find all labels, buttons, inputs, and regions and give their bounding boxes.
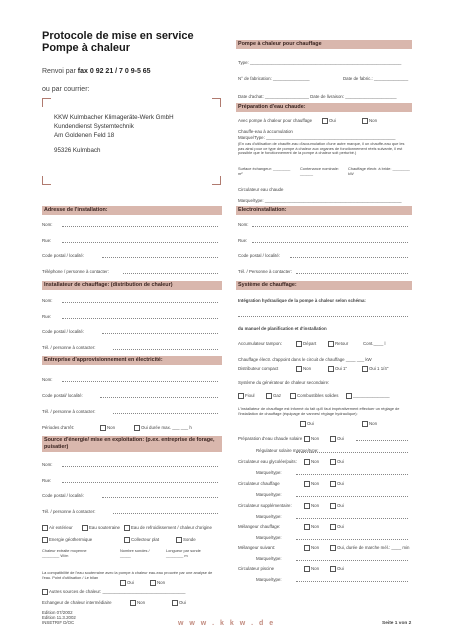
checkbox[interactable] bbox=[362, 366, 368, 372]
option-label: Eau souterraine bbox=[89, 525, 120, 530]
option-label: Oui bbox=[307, 421, 314, 426]
option-no[interactable] bbox=[304, 436, 319, 442]
input-line[interactable] bbox=[123, 273, 218, 274]
input-line[interactable] bbox=[296, 496, 408, 497]
input-line[interactable] bbox=[296, 452, 408, 453]
title-line-1: Protocole de mise en service bbox=[42, 30, 194, 42]
component-label: Circulateur chauffage bbox=[238, 481, 280, 486]
option-label: Oui bbox=[337, 566, 344, 571]
extracted-heat[interactable]: Chaleur extraite moyenne ________ W/m bbox=[42, 548, 87, 558]
option-yes[interactable] bbox=[330, 436, 344, 442]
option-label: Oui bbox=[127, 580, 134, 585]
checkbox[interactable] bbox=[330, 503, 336, 509]
option-label: Oui bbox=[337, 459, 344, 464]
checkbox[interactable] bbox=[176, 537, 182, 543]
input-line[interactable] bbox=[296, 518, 408, 519]
checkbox[interactable] bbox=[304, 524, 310, 530]
component-label: Marque/type: bbox=[256, 556, 282, 561]
exchanger-surface[interactable]: Surface échangeur: ________ m² bbox=[238, 166, 291, 176]
edition-line: Edition 07/2002 bbox=[42, 610, 73, 615]
section-hot-water: Préparation d'eau chaude: bbox=[236, 103, 412, 112]
section-heating-installer: Installateur de chauffage: (distribution de chaleur) bbox=[42, 281, 222, 290]
checkbox[interactable] bbox=[120, 580, 126, 586]
installer-informed: L'installateur de chauffage est informé du fait qu'il faut impérativement effectuer un réglage de l'installation de chauffage (équipage de vannes/ réglage hydraulique): bbox=[238, 406, 400, 416]
option-label: Oui bbox=[337, 503, 344, 508]
checkbox[interactable] bbox=[124, 525, 130, 531]
hot-water-yes[interactable] bbox=[322, 118, 336, 124]
input-line[interactable] bbox=[296, 474, 408, 475]
option-label: Non bbox=[311, 436, 320, 441]
option-label: Oui bbox=[337, 524, 344, 529]
checkbox[interactable] bbox=[100, 425, 106, 431]
note-no[interactable] bbox=[150, 580, 165, 586]
option-label: Fioul bbox=[245, 393, 255, 398]
checkbox[interactable] bbox=[304, 436, 310, 442]
fax-prefix: Renvoi par bbox=[42, 68, 78, 75]
checkbox[interactable] bbox=[42, 589, 48, 595]
checkbox[interactable] bbox=[130, 600, 136, 606]
source-flat-collector[interactable] bbox=[124, 537, 159, 543]
checkbox[interactable] bbox=[290, 393, 296, 399]
input-line[interactable] bbox=[252, 226, 408, 227]
option-label: Non bbox=[311, 459, 320, 464]
field-label: Code postal / localité: bbox=[42, 253, 84, 258]
buffer-label: Accumulateur tampon: bbox=[238, 341, 282, 346]
checkbox[interactable] bbox=[362, 118, 368, 124]
field-label: Code postal / localité: bbox=[42, 493, 84, 498]
checkbox[interactable] bbox=[330, 481, 336, 487]
component-label: Préparation d'eau chaude solaire bbox=[238, 436, 303, 441]
checkbox[interactable] bbox=[238, 393, 244, 399]
gen-solid[interactable] bbox=[290, 393, 339, 399]
installer-no[interactable] bbox=[362, 421, 377, 427]
shutdown-yes[interactable] bbox=[134, 425, 192, 431]
field-fab-date[interactable]: Date de fabric.: ______________ bbox=[343, 76, 409, 81]
aux-heater[interactable]: Chauffage électr. d'appoint dans le circuit de chauffage ____ ___ kW bbox=[238, 357, 372, 362]
option-label: Non bbox=[303, 366, 312, 371]
input-line[interactable] bbox=[113, 349, 218, 350]
electro-name[interactable]: Nom: bbox=[238, 222, 249, 227]
component-label: Mélangeur suivant: bbox=[238, 545, 276, 550]
input-line[interactable] bbox=[356, 440, 408, 441]
input-line[interactable] bbox=[62, 318, 218, 319]
title-line-2: Pompe à chaleur bbox=[42, 42, 131, 54]
option-label: _______________ bbox=[353, 393, 390, 398]
field-label: Rue: bbox=[42, 478, 52, 483]
compact-114[interactable] bbox=[362, 366, 388, 372]
field-label: Code postal / localité: bbox=[42, 329, 84, 334]
installer-yes[interactable] bbox=[300, 421, 314, 427]
option-label: Oui 1" bbox=[335, 366, 348, 371]
correspondence-text: ou par courrier: bbox=[42, 86, 90, 93]
probe-count[interactable]: Nombre sondes / _____ bbox=[120, 548, 150, 558]
field-label: Rue: bbox=[42, 238, 52, 243]
hot-water-label: Avec pompe à chaleur pour chauffage bbox=[238, 118, 313, 123]
input-line[interactable] bbox=[62, 302, 218, 303]
gen-other[interactable] bbox=[346, 393, 390, 399]
option-label: Oui bbox=[329, 118, 336, 123]
option-label: Non bbox=[311, 503, 320, 508]
gen-gaz[interactable] bbox=[266, 393, 281, 399]
option-yes[interactable] bbox=[330, 459, 344, 465]
section-installation-address: Adresse de l'installation: bbox=[42, 206, 222, 215]
field-label: Tél. / personne à contacter: bbox=[42, 509, 96, 514]
component-label: Marque/type: bbox=[256, 535, 282, 540]
option-no[interactable] bbox=[304, 459, 319, 465]
input-line[interactable] bbox=[113, 513, 218, 514]
checkbox[interactable] bbox=[266, 393, 272, 399]
checkbox[interactable] bbox=[330, 545, 336, 551]
field-label: Tél. / personne à contacter: bbox=[42, 409, 96, 414]
option-yes[interactable] bbox=[330, 481, 344, 487]
option-label: Non bbox=[137, 600, 146, 605]
recipient-address bbox=[54, 113, 174, 155]
checkbox[interactable] bbox=[328, 366, 334, 372]
source-geothermal[interactable] bbox=[42, 537, 92, 543]
input-line[interactable] bbox=[113, 413, 218, 414]
input-line[interactable] bbox=[102, 333, 218, 334]
checkbox[interactable] bbox=[82, 525, 88, 531]
checkbox[interactable] bbox=[362, 421, 368, 427]
gen-fioul[interactable] bbox=[238, 393, 255, 399]
hydraulic-integration: Intégration hydraulique de la pompe à chaleur selon schéma: bbox=[238, 298, 366, 303]
option-label: Non bbox=[369, 421, 378, 426]
field-serial[interactable]: N° de fabrication: _______________ bbox=[238, 76, 310, 81]
compact-distributor: Distributeur compact bbox=[238, 366, 279, 371]
section-electro: Electroinstallation: bbox=[236, 206, 412, 215]
page-number: Seite 1 von 2 bbox=[382, 621, 412, 626]
buffer-depart[interactable] bbox=[296, 341, 316, 347]
option-label: Départ bbox=[303, 341, 317, 346]
circulator-label: Circulateur eau chaude bbox=[238, 187, 284, 192]
checkbox[interactable] bbox=[42, 525, 48, 531]
section-heating-system: Système de chauffage: bbox=[236, 281, 412, 290]
option-label: Non bbox=[311, 566, 320, 571]
fax-line bbox=[42, 68, 151, 75]
option-label: Gaz bbox=[273, 393, 282, 398]
option-label: Oui bbox=[179, 600, 186, 605]
component-label: Circulateur eau glycolée/puits: bbox=[238, 459, 297, 464]
option-label: Oui, durée de marche mél.: ____ min bbox=[337, 545, 410, 550]
option-label: Autres sources de chaleur: __________________________________ bbox=[49, 589, 186, 594]
flange-heater[interactable]: Chauffage électr. à bride: ________ kW bbox=[348, 166, 410, 176]
option-label: Non bbox=[107, 425, 116, 430]
input-line[interactable] bbox=[102, 497, 218, 498]
probe-length[interactable]: Longueur par sonde ________ m bbox=[166, 548, 201, 558]
section-heatpump: Pompe à chaleur pour chauffage bbox=[236, 40, 412, 49]
frame-corner-tr bbox=[212, 98, 221, 107]
website-url[interactable]: w w w . k k w . d e bbox=[178, 620, 276, 627]
buffer-retour[interactable] bbox=[328, 341, 348, 347]
option-yes[interactable] bbox=[330, 524, 344, 530]
electro-phone[interactable]: Tél. / Personne à contacter: bbox=[238, 269, 292, 274]
checkbox[interactable] bbox=[330, 524, 336, 530]
option-no[interactable] bbox=[304, 566, 319, 572]
secondary-generator: Système du générateur de chaleur secondaire: bbox=[238, 380, 330, 385]
checkbox[interactable] bbox=[42, 537, 48, 543]
checkbox[interactable] bbox=[330, 566, 336, 572]
address-line: Am Goldenen Feld 18 bbox=[54, 132, 115, 139]
option-yes[interactable] bbox=[330, 566, 344, 572]
component-label: Mélangeur chauffage: bbox=[238, 524, 281, 529]
field-label: Nom: bbox=[42, 222, 53, 227]
compact-no[interactable] bbox=[296, 366, 311, 372]
input-line[interactable] bbox=[62, 242, 218, 243]
option-label: Energie géothermique bbox=[49, 537, 93, 542]
electro-city[interactable]: Code postal / localité: bbox=[238, 253, 280, 258]
input-line[interactable] bbox=[102, 257, 218, 258]
checkbox[interactable] bbox=[172, 600, 178, 606]
field-type[interactable]: Type: ______________________________________________________________ bbox=[238, 60, 402, 65]
checkbox[interactable] bbox=[346, 393, 352, 399]
shutdown-periods: Périodes d'arrêt: bbox=[42, 425, 75, 430]
option-no[interactable] bbox=[304, 503, 319, 509]
field-label: Téléphone / personne à contacter: bbox=[42, 269, 109, 274]
option-label: Non bbox=[369, 118, 378, 123]
option-label: Oui durée max. ___ ___ h bbox=[141, 425, 192, 430]
intermediate-exchanger: Echangeur de chaleur intermédiaire bbox=[42, 600, 112, 605]
checkbox[interactable] bbox=[296, 341, 302, 347]
fax-number: fax 0 92 21 / 7 0 9-5 65 bbox=[77, 68, 151, 75]
frame-corner-br bbox=[212, 176, 221, 185]
input-line[interactable] bbox=[62, 226, 218, 227]
input-line[interactable] bbox=[296, 560, 408, 561]
address-line: Kundendienst Systemtechnik bbox=[54, 123, 134, 130]
input-line[interactable] bbox=[296, 273, 408, 274]
option-no[interactable] bbox=[304, 545, 319, 551]
input-line[interactable] bbox=[252, 242, 408, 243]
component-label: Régulateur solaire marque/type: bbox=[256, 448, 319, 453]
compact-1[interactable] bbox=[328, 366, 347, 372]
option-label: Sonde bbox=[183, 537, 196, 542]
checkbox[interactable] bbox=[322, 118, 328, 124]
checkbox[interactable] bbox=[124, 537, 130, 543]
checkbox[interactable] bbox=[304, 481, 310, 487]
exchanger-yes[interactable] bbox=[172, 600, 186, 606]
source-cooling-water[interactable] bbox=[124, 525, 212, 531]
edition-line: Edition 11.3.2002 bbox=[42, 615, 76, 620]
component-label: Circulateur supplémentaire: bbox=[238, 503, 292, 508]
option-no[interactable] bbox=[304, 524, 319, 530]
option-yes[interactable] bbox=[330, 545, 409, 551]
page-title bbox=[42, 30, 194, 54]
checkbox[interactable] bbox=[150, 580, 156, 586]
other-sources[interactable] bbox=[42, 589, 185, 595]
source-air[interactable] bbox=[42, 525, 73, 531]
input-line[interactable] bbox=[290, 257, 408, 258]
address-line: 95326 Kulmbach bbox=[54, 147, 101, 154]
storage-note: (En cas d'utilisation de chauffe-eau d'accumulation d'une autre marque, il un chauffe-eau que les pas ainsi pour ce type de pompe à chaleur aux organes de fonctionnement réels suivante, il est possible que le fonctionnement de la pompe à chaleur soit perturbé.) bbox=[238, 141, 405, 156]
frame-corner-tl bbox=[42, 98, 51, 107]
checkbox[interactable] bbox=[304, 459, 310, 465]
input-line[interactable] bbox=[296, 539, 408, 540]
option-label: Combustibles solides bbox=[297, 393, 339, 398]
checkbox[interactable] bbox=[134, 425, 140, 431]
source-probe[interactable] bbox=[176, 537, 196, 543]
electro-street[interactable]: Rue: bbox=[238, 238, 248, 243]
option-label: Non bbox=[157, 580, 166, 585]
option-label: Oui bbox=[337, 481, 344, 486]
edition-line: INSETRIF D/OC bbox=[42, 620, 75, 625]
checkbox[interactable] bbox=[304, 545, 310, 551]
component-label: Marque/type: bbox=[256, 492, 282, 497]
circulator-brand[interactable]: Marque/type: ________________________________________________________ bbox=[238, 198, 402, 203]
frame-corner-bl bbox=[42, 176, 51, 185]
option-label: Air extérieur bbox=[49, 525, 73, 530]
input-line[interactable] bbox=[62, 381, 218, 382]
hot-water-no[interactable] bbox=[362, 118, 377, 124]
checkbox[interactable] bbox=[330, 436, 336, 442]
option-label: Collecteur plat bbox=[131, 537, 160, 542]
input-line[interactable] bbox=[238, 316, 408, 317]
source-groundwater[interactable] bbox=[82, 525, 120, 531]
storage-brand[interactable]: Marque/Type: _____________________________________________________ bbox=[238, 135, 396, 140]
note-yes[interactable] bbox=[120, 580, 134, 586]
planning-manual: du manuel de planification et d'installation bbox=[238, 326, 327, 331]
option-label: Non bbox=[311, 524, 320, 529]
input-line[interactable] bbox=[62, 466, 218, 467]
groundwater-note: La compatibilité de l'eau souterraine avec la pompe à chaleur eau-eau prouvée par une analyse de l'eau. Point d'utilisation / Le bilan bbox=[42, 570, 213, 580]
shutdown-no[interactable] bbox=[100, 425, 115, 431]
field-label: Nom: bbox=[42, 377, 53, 382]
field-label: Tél. / personne à contacter: bbox=[42, 345, 96, 350]
edition-info bbox=[42, 610, 76, 625]
checkbox[interactable] bbox=[330, 459, 336, 465]
checkbox[interactable] bbox=[304, 566, 310, 572]
field-purchase-date[interactable]: Date d'achat: __________________ Date de livraison: _____________________ bbox=[238, 94, 397, 99]
hot-water-with-heatpump bbox=[238, 118, 312, 123]
field-label: Rue: bbox=[42, 314, 52, 319]
nominal-capacity[interactable]: Contenance nominale: ______ bbox=[300, 166, 339, 176]
option-label: Retour bbox=[335, 341, 349, 346]
checkbox[interactable] bbox=[296, 366, 302, 372]
option-label: Non bbox=[311, 481, 320, 486]
component-label: Marque/type: bbox=[256, 470, 282, 475]
option-label: Non bbox=[311, 545, 320, 550]
checkbox[interactable] bbox=[300, 421, 306, 427]
input-line[interactable] bbox=[296, 581, 408, 582]
checkbox[interactable] bbox=[328, 341, 334, 347]
section-energy-source: Source d'énergie/ mise en exploitation: (p.ex. entreprise de forage, puisatier) bbox=[42, 436, 222, 452]
option-yes[interactable] bbox=[330, 503, 344, 509]
exchanger-no[interactable] bbox=[130, 600, 145, 606]
component-label: Circulateur piscine bbox=[238, 566, 275, 571]
buffer-cont[interactable]: Cont.____ l bbox=[363, 341, 386, 346]
input-line[interactable] bbox=[62, 482, 218, 483]
field-label: Code postal/ localité: bbox=[42, 393, 83, 398]
input-line[interactable] bbox=[100, 397, 218, 398]
checkbox[interactable] bbox=[304, 503, 310, 509]
option-label: Oui 1 1/4" bbox=[369, 366, 389, 371]
option-label: Oui bbox=[337, 436, 344, 441]
storage-label: Chauffe-eau à accumulation bbox=[238, 129, 293, 134]
option-no[interactable] bbox=[304, 481, 319, 487]
address-line: KKW Kulmbacher Klimageräte-Werk GmbH bbox=[54, 114, 174, 121]
component-label: Marque/type: bbox=[256, 514, 282, 519]
field-label: Nom: bbox=[42, 298, 53, 303]
section-electricity-supplier: Entreprise d'approvisionnement en électricité: bbox=[42, 356, 222, 365]
field-label: Nom: bbox=[42, 462, 53, 467]
component-label: Marque/type: bbox=[256, 577, 282, 582]
option-label: Eau de refroidissement / chaleur d'origine bbox=[131, 525, 212, 530]
